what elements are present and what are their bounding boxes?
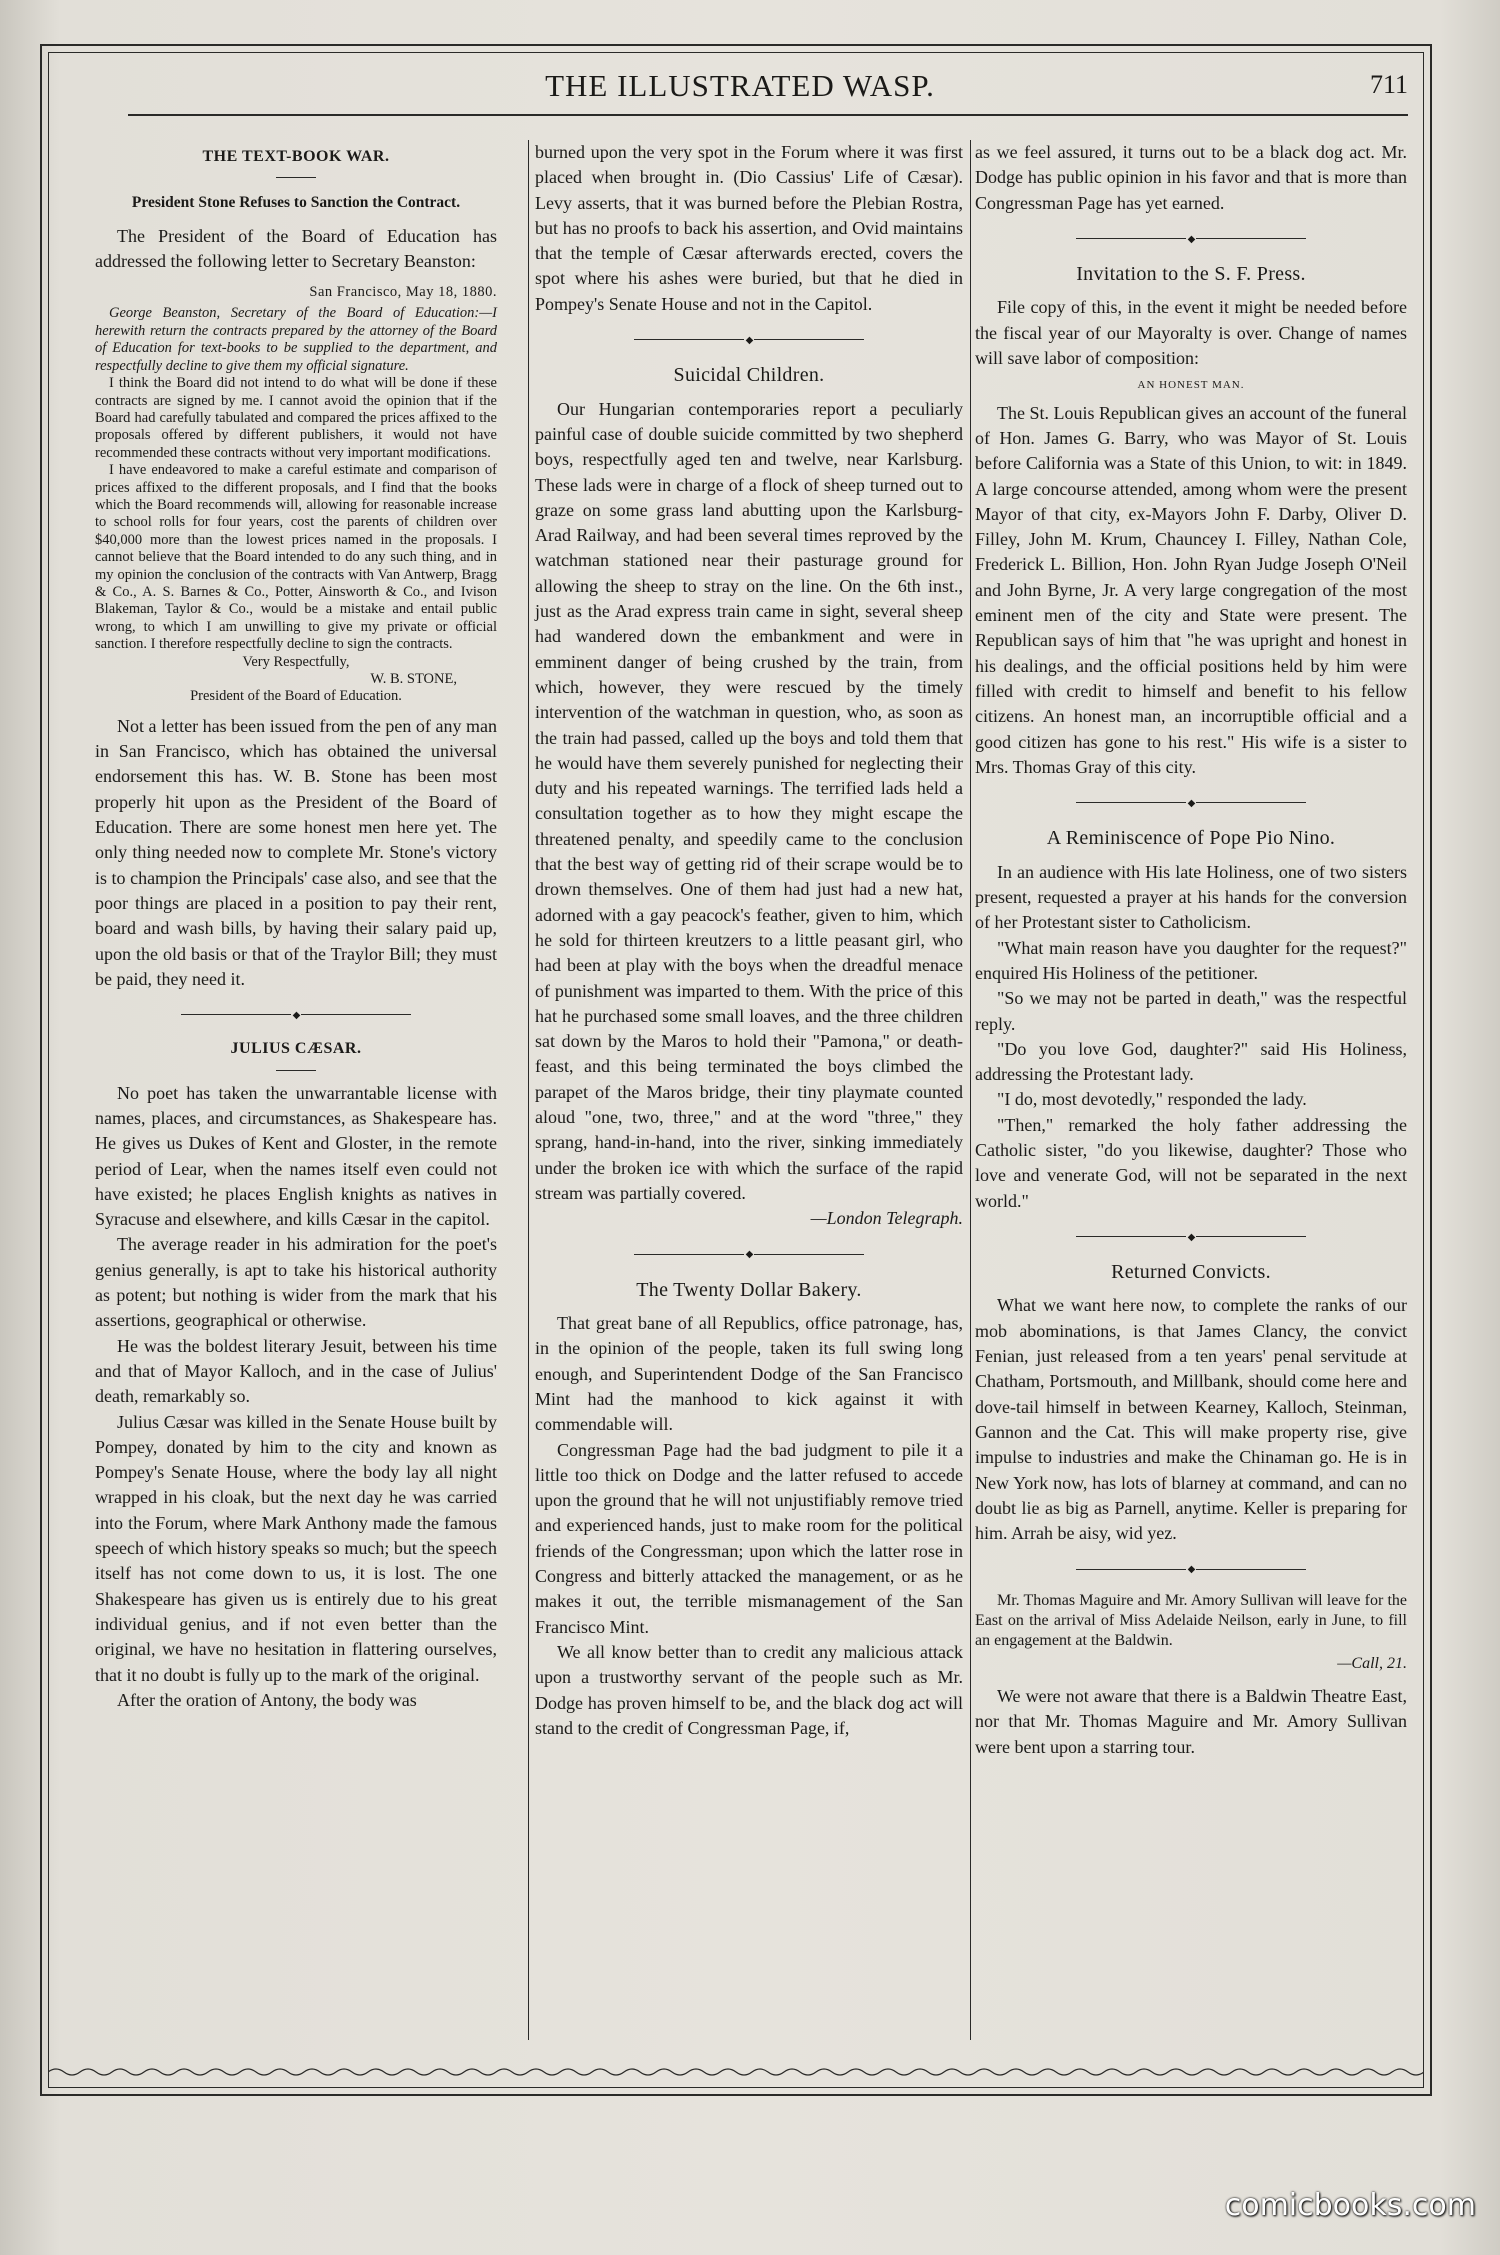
letter-paragraph: George Beanston, Secretary of the Board of Education:—I herewith return the contracts prepared by the attorney of the Board of Education for text-books to be supplied to the department, and respectfully decline to give them my official signature. [95,305,497,374]
letter-closing: Very Respectfully, [242,653,350,670]
article-paragraph: Julius Cæsar was killed in the Senate House built by Pompey, donated by him to the city and known as Pompey's Senate House, where the body lay all night wrapped in his cloak, but the next day he was carried into the Forum, where Mark Anthony made the famous speech of which history speaks so much; but the speech itself has not come down to us, it is lost. The one Shakespeare has given us is entirely due to his great individual genius, and if not even better than the original, we have no hesitation in flattering ourselves, that it no doubt is fully up to the mark of the original. [95,1411,497,1685]
article-paragraph: The average reader in his admiration for the poet's genius generally, is apt to take his historical authority as potent; but nothing is wider from the mark that his assertions, geographical or otherwise. [95,1234,497,1331]
section-separator: ◆ [975,1556,1407,1582]
article-paragraph: Congressman Page had the bad judgment to pile it a little too thick on Dodge and the latter refused to accede upon the ground that he will not unjustifiably remove tried and experienced hands, just to make room for the political friends of the Congressman; upon which the latter rose in Congress and bitterly attacked the management, or as he makes it out, the terrible mismanagement of the San Francisco Mint. [535,1439,963,1637]
article-paragraph: Our Hungarian contemporaries report a peculiarly painful case of double suicide committed by two shepherd boys, respectfully aged ten and twelve, near Karlsburg. These lads were in charge of a flock of sheep turned out to graze on some grass land abutting upon the Karlsburg-Arad Railway, and had been several times reproved by the watchman stationed near their pasturage ground for allowing the sheep to stray on the line. On the 6th inst., just as the Arad express train came in sight, several sheep had wandered down the embankment and were in emminent danger of being crushed by the train, from which, however, they were rescued by the timely intervention of the watchman in question, who, as soon as the train had passed, called up the boys and told them that he would have them severely punished for neglecting their duty and his repeated warnings. The terrified lads held a consultation together as to how they might escape the threatened penalty, and speedily came to the conclusion that the best way of getting rid of their scrape would be to drown themselves. One of them had just had a new hat, adorned with a gay peacock's feather, given to him, which he sold for thirteen kreutzers to a little peasant girl, who had been at play with the boys when the dreadful menace of punishment was imparted to them. With the price of this hat he purchased some small loaves, and the three children sat down by the Maros to hold their "Pamona," or death-feast, and this being terminated the boys climbed the parapet of the Maros bridge, their tiny playmate counted aloud "one, two, three," and at the word "three," they sprang, hand-in-hand, into the river, sinking immediately under the broken ice with which the surface of the rapid stream was partially covered. [535,398,963,1203]
header-rule [128,114,1408,116]
letter-body [95,305,497,705]
article-paragraph: Not a letter has been issued from the pen of any man in San Francisco, which has obtained the universal endorsement this has. W. B. Stone has been most properly hit upon as the President of the Board of Education. There are some honest men here yet. The only thing needed now to complete Mr. Stone's victory is to champion the Principals' case also, and see that the poor things are placed in a position to pay their rent, board and wash bills, by having their salary paid up, upon the old basis or that of the Traylor Bill; they must be paid, they need it. [95,715,497,989]
article-paragraph: "What main reason have you daughter for the request?" enquired His Holiness of the petitioner. [975,937,1407,983]
bottom-ornamental-border [48,2066,1424,2078]
article-paragraph: burned upon the very spot in the Forum where it was first placed when brought in. (Dio Cassius' Life of Cæsar). Levy asserts, that it was burned before the Plebian Rostra, but has no proofs to back his assertion, and Ovid maintains that the temple of Cæsar afterwards erected, covers the spot where his ashes were buried, but that he died in Pompey's Senate House and not in the Capitol. [535,142,963,314]
quoted-credit: —Call, 21. [1337,1654,1407,1672]
article-paragraph: as we feel assured, it turns out to be a black dog act. Mr. Dodge has public opinion in his favor and that is more than Congressman Page has yet earned. [975,142,1407,213]
column-divider-1 [528,140,529,2040]
page-number: 711 [1369,70,1408,99]
article-paragraph: "Then," remarked the holy father addressing the Catholic sister, "do you likewise, daughter? Those who love and venerate God, will not be separated in the next world." [975,1114,1407,1211]
article-title-julius-caesar: JULIUS CÆSAR. [230,1040,362,1058]
article-paragraph: We all know better than to credit any malicious attack upon a trustworthy servant of the people such as Mr. Dodge has proven himself to be, and the black dog act will stand to the credit of Congressman Page, if, [535,1641,963,1738]
site-watermark: comicbooks.com [1224,2188,1476,2223]
article-title-textbook-war: THE TEXT-BOOK WAR. [202,148,390,165]
article-title-twenty-dollar-bakery: The Twenty Dollar Bakery. [636,1278,862,1301]
column-2 [535,140,963,1741]
letter-signature-title: President of the Board of Education. [190,688,402,705]
article-paragraph: We were not aware that there is a Baldwin Theatre East, nor that Mr. Thomas Maguire and Mr. Amory Sullivan were bent upon a starring tour. [975,1686,1407,1757]
article-paragraph: He was the boldest literary Jesuit, between his time and that of Mayor Kalloch, and in the case of Julius' death, remarkably so. [95,1335,497,1407]
article-paragraph: File copy of this, in the event it might be needed before the fiscal year of our Mayoralty is over. Change of names will save labor of composition: [975,297,1407,369]
article-title-suicidal-children: Suicidal Children. [673,364,825,387]
letter-paragraph: I have endeavored to make a careful estimate and comparison of prices affixed to the different proposals, and I find that the books which the Board recommends will, allowing for reasonable increase to school rolls for four years, cost the parents of children over $40,000 more than the lowest prices named in the proposals. I cannot believe that the Board intended to do any such thing, and in my opinion the conclusion of the contracts with Van Antwerp, Bragg & Co., A. S. Barnes & Co., Potter, Ainsworth & Co., and Ivison Blakeman, Taylor & Co., would be a mistake and entail public wrong, to which I am unwilling to give my private or official sanction. I therefore respectfully decline to sign the contracts. [95,462,497,653]
section-separator: ◆ [975,1224,1407,1250]
article-paragraph: The President of the Board of Education has addressed the following letter to Secretary Beanston: [95,225,497,271]
section-label: AN HONEST MAN. [1137,379,1245,392]
column-divider-2 [970,140,971,2040]
article-paragraph: In an audience with His late Holiness, one of two sisters present, requested a prayer at his hands for the conversion of her Protestant sister to Catholicism. [975,861,1407,933]
article-credit: —London Telegraph. [810,1208,963,1229]
article-paragraph: "Do you love God, daughter?" said His Holiness, addressing the Protestant lady. [975,1038,1407,1085]
article-title-returned-convicts: Returned Convicts. [1111,1261,1271,1284]
article-paragraph: What we want here now, to complete the ranks of our mob abominations, is that James Clancy, the convict Fenian, just released from a ten years' penal servitude at Chatham, Portsmouth, and Millbank, should come here and dove-tail himself in between Kearney, Kalloch, Steinman, Gannon and the Cat. This will make property rise, give impulse to industries and make the Chinaman go. He is in New York now, has lots of blarney at command, and can no doubt lie as big as Parnell, anytime. Keller is preparing for him. Arrah be aisy, wid yez. [975,1295,1407,1544]
letter-signature: W. B. STONE, [370,671,457,688]
article-paragraph: No poet has taken the unwarrantable license with names, places, and circumstances, as Shakespeare has. He gives us Dukes of Kent and Gloster, in the remote period of Lear, when the names itself even could not have existed; he places English knights as natives in Syracuse and elsewhere, and kills Cæsar in the capitol. [95,1082,497,1230]
section-separator: ◆ [975,226,1407,252]
article-paragraph: "I do, most devotedly," responded the lady. [997,1089,1307,1110]
column-3 [975,140,1407,1760]
section-separator: ◆ [535,1241,963,1267]
quoted-item: Mr. Thomas Maguire and Mr. Amory Sullivan will leave for the East on the arrival of Miss Adelaide Neilson, early in June, to fill an engagement at the Baldwin. [975,1591,1407,1649]
title-rule [276,177,316,178]
article-paragraph: After the oration of Antony, the body was [117,1689,417,1710]
section-separator: ◆ [535,327,963,353]
article-subtitle: President Stone Refuses to Sanction the Contract. [131,194,461,212]
column-1 [95,140,497,1713]
section-separator: ◆ [975,790,1407,816]
article-paragraph: "So we may not be parted in death," was the respectful reply. [975,988,1407,1034]
article-paragraph: The St. Louis Republican gives an account of the funeral of Hon. James G. Barry, who was Mayor of St. Louis before California was a State of this Union, to wit: in 1849. A large concourse attended, among whom were the present Mayor of that city, ex-Mayors John F. Darby, Oliver D. Filley, John M. Krum, Chauncey I. Filley, Nathan Cole, Frederick L. Billion, Hon. John Ryan Judge Joseph O'Neil and John Byrne, Jr. A very large congregation of the most eminent men of the city and State were present. The Republican says of him that "he was upright and honest in his dealings, and the official positions held by him were filled with credit to himself and benefit to his fellow citizens. An honest man, an incorruptible official and a good citizen has gone to his rest." His wife is a sister to Mrs. Thomas Gray of this city. [975,402,1407,777]
article-title-invitation: Invitation to the S. F. Press. [1076,263,1306,286]
article-paragraph: That great bane of all Republics, office patronage, has, in the opinion of the people, taken its full swing long enough, and Superintendent Dodge of the San Francisco Mint had the manhood to kick against it with commendable will. [535,1313,963,1435]
letter-dateline: San Francisco, May 18, 1880. [309,284,497,301]
masthead-title: THE ILLUSTRATED WASP. [545,68,935,103]
article-title-reminiscence: A Reminiscence of Pope Pio Nino. [1046,827,1336,850]
letter-paragraph: I think the Board did not intend to do what will be done if these contracts are signed by me. I cannot avoid the opinion that if the Board had carefully tabulated and compared the prices affixed to the proposals offered by different publishers, it would not have recommended these contracts without very important modifications. [95,375,497,461]
title-rule [276,1070,316,1071]
section-separator: ◆ [95,1002,497,1028]
